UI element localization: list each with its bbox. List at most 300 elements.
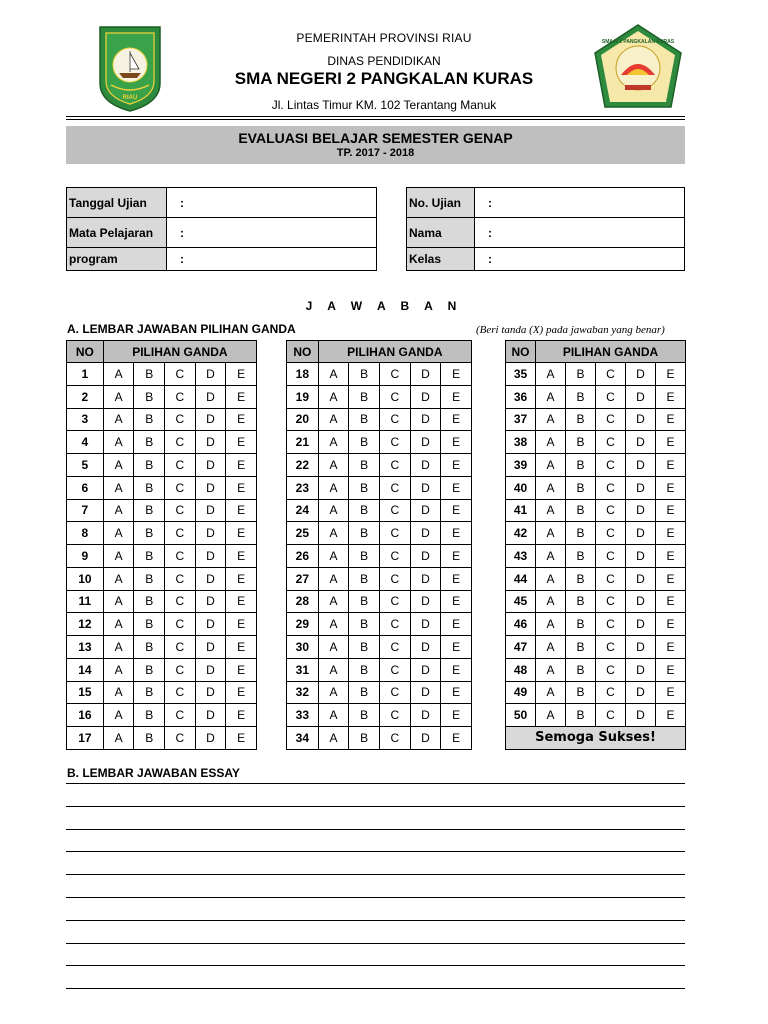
answer-option-a[interactable]: A: [536, 476, 566, 499]
answer-option-a[interactable]: A: [318, 499, 349, 522]
subject-field[interactable]: :: [167, 218, 377, 248]
answer-option-a[interactable]: A: [536, 590, 566, 613]
answer-option-b[interactable]: B: [134, 636, 165, 659]
answer-option-b[interactable]: B: [349, 499, 380, 522]
answer-option-a[interactable]: A: [318, 658, 349, 681]
answer-option-d[interactable]: D: [195, 567, 226, 590]
answer-option-e[interactable]: E: [441, 704, 472, 727]
answer-option-b[interactable]: B: [134, 385, 165, 408]
answer-row: [287, 385, 472, 408]
answer-option-d[interactable]: D: [195, 363, 226, 386]
answer-option-a[interactable]: A: [103, 385, 134, 408]
answer-row: [506, 590, 686, 613]
answer-option-d[interactable]: D: [626, 476, 656, 499]
answer-option-b[interactable]: B: [566, 385, 596, 408]
answer-option-d[interactable]: D: [410, 590, 441, 613]
question-number: 19: [287, 385, 319, 408]
answer-option-a[interactable]: A: [318, 727, 349, 750]
answer-option-b[interactable]: B: [566, 454, 596, 477]
exam-date-field[interactable]: :: [167, 188, 377, 218]
essay-answer-line[interactable]: [66, 920, 685, 921]
answer-option-a[interactable]: A: [318, 613, 349, 636]
answer-option-b[interactable]: B: [566, 590, 596, 613]
answer-option-c[interactable]: C: [379, 476, 410, 499]
answer-option-e[interactable]: E: [226, 545, 257, 568]
answer-option-b[interactable]: B: [566, 567, 596, 590]
answer-option-b[interactable]: B: [134, 727, 165, 750]
answer-option-a[interactable]: A: [536, 545, 566, 568]
answer-option-b[interactable]: B: [134, 408, 165, 431]
section-a-title: A. LEMBAR JAWABAN PILIHAN GANDA: [67, 322, 296, 336]
answer-option-d[interactable]: D: [410, 704, 441, 727]
answer-option-b[interactable]: B: [134, 590, 165, 613]
answer-option-a[interactable]: A: [103, 476, 134, 499]
answer-option-d[interactable]: D: [626, 658, 656, 681]
answer-option-b[interactable]: B: [349, 522, 380, 545]
answer-option-a[interactable]: A: [318, 476, 349, 499]
answer-option-d[interactable]: D: [410, 658, 441, 681]
answer-option-d[interactable]: D: [410, 363, 441, 386]
answer-option-b[interactable]: B: [566, 613, 596, 636]
answer-option-c[interactable]: C: [379, 454, 410, 477]
answer-option-c[interactable]: C: [165, 658, 196, 681]
answer-option-a[interactable]: A: [318, 545, 349, 568]
answer-option-e[interactable]: E: [226, 476, 257, 499]
answer-option-b[interactable]: B: [566, 499, 596, 522]
class-field[interactable]: :: [475, 248, 685, 271]
answer-option-a[interactable]: A: [103, 636, 134, 659]
exam-title-band: [66, 126, 685, 164]
answer-option-d[interactable]: D: [410, 522, 441, 545]
answer-row: [287, 476, 472, 499]
answer-option-b[interactable]: B: [349, 704, 380, 727]
answer-option-b[interactable]: B: [134, 567, 165, 590]
essay-answer-line[interactable]: [66, 988, 685, 989]
question-number: 15: [67, 681, 104, 704]
answer-option-c[interactable]: C: [379, 431, 410, 454]
answer-option-b[interactable]: B: [566, 704, 596, 727]
answer-option-e[interactable]: E: [226, 499, 257, 522]
answer-option-d[interactable]: D: [410, 636, 441, 659]
answer-option-a[interactable]: A: [536, 385, 566, 408]
answer-row: [287, 545, 472, 568]
instruction-note: (Beri tanda (X) pada jawaban yang benar): [476, 324, 665, 336]
exam-number-field[interactable]: :: [475, 188, 685, 218]
answer-option-b[interactable]: B: [349, 658, 380, 681]
answer-option-b[interactable]: B: [134, 431, 165, 454]
answer-option-e[interactable]: E: [656, 590, 686, 613]
answer-option-a[interactable]: A: [318, 590, 349, 613]
answer-option-e[interactable]: E: [226, 363, 257, 386]
answer-option-a[interactable]: A: [318, 363, 349, 386]
essay-answer-line[interactable]: [66, 965, 685, 966]
question-number: 32: [287, 681, 319, 704]
answer-option-a[interactable]: A: [318, 454, 349, 477]
answer-option-d[interactable]: D: [626, 545, 656, 568]
answer-row: [506, 431, 686, 454]
answer-option-c[interactable]: C: [165, 454, 196, 477]
answer-option-c[interactable]: C: [379, 499, 410, 522]
answer-option-d[interactable]: D: [626, 454, 656, 477]
answer-option-d[interactable]: D: [195, 454, 226, 477]
answer-option-a[interactable]: A: [318, 704, 349, 727]
answer-option-d[interactable]: D: [195, 385, 226, 408]
answer-option-a[interactable]: A: [536, 499, 566, 522]
answer-option-e[interactable]: E: [441, 567, 472, 590]
answer-option-d[interactable]: D: [410, 431, 441, 454]
answer-option-d[interactable]: D: [195, 636, 226, 659]
essay-answer-line[interactable]: [66, 806, 685, 807]
answer-option-e[interactable]: E: [656, 499, 686, 522]
answer-option-a[interactable]: A: [536, 454, 566, 477]
answer-option-e[interactable]: E: [441, 454, 472, 477]
answer-option-e[interactable]: E: [656, 567, 686, 590]
answer-option-d[interactable]: D: [626, 704, 656, 727]
question-number: 34: [287, 727, 319, 750]
answer-option-c[interactable]: C: [596, 476, 626, 499]
question-number: 26: [287, 545, 319, 568]
answer-option-b[interactable]: B: [566, 476, 596, 499]
answer-option-a[interactable]: A: [536, 431, 566, 454]
answer-option-a[interactable]: A: [536, 408, 566, 431]
answer-option-c[interactable]: C: [379, 658, 410, 681]
answer-row: [506, 704, 686, 727]
essay-answer-line[interactable]: [66, 943, 685, 944]
essay-answer-line[interactable]: [66, 851, 685, 852]
answer-option-a[interactable]: A: [103, 567, 134, 590]
answer-option-c[interactable]: C: [379, 522, 410, 545]
answer-option-a[interactable]: A: [318, 681, 349, 704]
answer-row: [506, 567, 686, 590]
answer-option-a[interactable]: A: [318, 636, 349, 659]
answer-option-c[interactable]: C: [165, 704, 196, 727]
answer-option-e[interactable]: E: [656, 658, 686, 681]
answer-option-b[interactable]: B: [349, 727, 380, 750]
answer-option-d[interactable]: D: [195, 613, 226, 636]
question-number: 48: [506, 658, 536, 681]
answer-option-a[interactable]: A: [536, 613, 566, 636]
answer-option-c[interactable]: C: [596, 385, 626, 408]
answer-option-b[interactable]: B: [349, 385, 380, 408]
answer-option-d[interactable]: D: [195, 681, 226, 704]
answer-option-c[interactable]: C: [379, 590, 410, 613]
answer-option-c[interactable]: C: [596, 567, 626, 590]
answer-grid-3: [505, 340, 686, 750]
answer-option-e[interactable]: E: [226, 681, 257, 704]
answer-option-b[interactable]: B: [349, 476, 380, 499]
answer-option-e[interactable]: E: [226, 431, 257, 454]
answer-option-a[interactable]: A: [318, 431, 349, 454]
answer-option-e[interactable]: E: [226, 613, 257, 636]
answer-option-e[interactable]: E: [656, 385, 686, 408]
answer-option-c[interactable]: C: [596, 363, 626, 386]
answer-option-b[interactable]: B: [349, 408, 380, 431]
answer-option-e[interactable]: E: [656, 522, 686, 545]
answer-option-c[interactable]: C: [379, 704, 410, 727]
answer-option-b[interactable]: B: [349, 431, 380, 454]
answer-option-a[interactable]: A: [536, 522, 566, 545]
answer-option-e[interactable]: E: [656, 613, 686, 636]
answer-option-e[interactable]: E: [226, 385, 257, 408]
answer-option-b[interactable]: B: [566, 545, 596, 568]
answer-option-d[interactable]: D: [410, 727, 441, 750]
answer-option-e[interactable]: E: [441, 545, 472, 568]
answer-option-b[interactable]: B: [349, 590, 380, 613]
answer-option-d[interactable]: D: [626, 681, 656, 704]
answer-option-a[interactable]: A: [318, 567, 349, 590]
answer-option-c[interactable]: C: [596, 499, 626, 522]
answer-option-b[interactable]: B: [566, 363, 596, 386]
answer-row: [506, 681, 686, 704]
answer-option-a[interactable]: A: [103, 613, 134, 636]
answer-row: [287, 499, 472, 522]
answer-option-a[interactable]: A: [536, 363, 566, 386]
answer-option-d[interactable]: D: [626, 385, 656, 408]
answer-option-a[interactable]: A: [536, 658, 566, 681]
question-number: 11: [67, 590, 104, 613]
answer-option-a[interactable]: A: [103, 727, 134, 750]
answer-option-b[interactable]: B: [134, 522, 165, 545]
col-no-header: NO: [506, 341, 536, 363]
answer-option-c[interactable]: C: [165, 522, 196, 545]
answer-row: [67, 522, 257, 545]
answer-option-b[interactable]: B: [566, 522, 596, 545]
answer-option-e[interactable]: E: [656, 476, 686, 499]
answer-option-e[interactable]: E: [441, 636, 472, 659]
answer-option-b[interactable]: B: [349, 567, 380, 590]
answer-option-e[interactable]: E: [441, 431, 472, 454]
question-number: 47: [506, 636, 536, 659]
answer-option-c[interactable]: C: [379, 408, 410, 431]
answer-option-c[interactable]: C: [165, 499, 196, 522]
answer-option-c[interactable]: C: [596, 431, 626, 454]
answer-option-a[interactable]: A: [103, 454, 134, 477]
answer-option-c[interactable]: C: [596, 590, 626, 613]
answer-option-b[interactable]: B: [349, 545, 380, 568]
answer-option-a[interactable]: A: [103, 704, 134, 727]
answer-option-b[interactable]: B: [134, 658, 165, 681]
answer-option-a[interactable]: A: [318, 522, 349, 545]
answer-option-a[interactable]: A: [536, 636, 566, 659]
answer-option-c[interactable]: C: [379, 727, 410, 750]
program-field[interactable]: :: [167, 248, 377, 271]
answer-option-e[interactable]: E: [226, 522, 257, 545]
answer-option-d[interactable]: D: [626, 431, 656, 454]
answer-option-e[interactable]: E: [656, 454, 686, 477]
answer-option-b[interactable]: B: [134, 454, 165, 477]
answer-option-c[interactable]: C: [596, 636, 626, 659]
answer-option-d[interactable]: D: [410, 408, 441, 431]
answer-option-e[interactable]: E: [441, 613, 472, 636]
answer-option-a[interactable]: A: [103, 522, 134, 545]
answer-option-d[interactable]: D: [195, 408, 226, 431]
col-choices-header: PILIHAN GANDA: [318, 341, 471, 363]
essay-answer-line[interactable]: [66, 874, 685, 875]
essay-answer-line[interactable]: [66, 829, 685, 830]
answer-option-e[interactable]: E: [441, 363, 472, 386]
answer-option-c[interactable]: C: [379, 545, 410, 568]
answer-option-a[interactable]: A: [536, 567, 566, 590]
answer-option-d[interactable]: D: [195, 476, 226, 499]
answer-option-b[interactable]: B: [134, 363, 165, 386]
answer-option-a[interactable]: A: [103, 545, 134, 568]
answer-option-c[interactable]: C: [379, 613, 410, 636]
answer-option-d[interactable]: D: [410, 385, 441, 408]
answer-option-d[interactable]: D: [410, 454, 441, 477]
answer-option-c[interactable]: C: [596, 681, 626, 704]
answer-option-e[interactable]: E: [441, 681, 472, 704]
answer-option-d[interactable]: D: [195, 590, 226, 613]
answer-option-c[interactable]: C: [596, 704, 626, 727]
name-field[interactable]: :: [475, 218, 685, 248]
answer-option-a[interactable]: A: [536, 681, 566, 704]
answer-option-b[interactable]: B: [134, 476, 165, 499]
answer-option-a[interactable]: A: [318, 408, 349, 431]
answer-option-c[interactable]: C: [596, 408, 626, 431]
answer-option-e[interactable]: E: [656, 704, 686, 727]
answer-option-c[interactable]: C: [165, 385, 196, 408]
answer-option-b[interactable]: B: [566, 636, 596, 659]
answer-option-c[interactable]: C: [596, 613, 626, 636]
answer-option-e[interactable]: E: [441, 590, 472, 613]
answer-option-b[interactable]: B: [566, 681, 596, 704]
answer-option-b[interactable]: B: [349, 636, 380, 659]
answer-option-e[interactable]: E: [226, 658, 257, 681]
answer-option-a[interactable]: A: [103, 499, 134, 522]
answer-option-a[interactable]: A: [536, 704, 566, 727]
answer-option-d[interactable]: D: [626, 613, 656, 636]
col-no-header: NO: [287, 341, 319, 363]
answer-option-e[interactable]: E: [441, 727, 472, 750]
answer-option-a[interactable]: A: [103, 431, 134, 454]
question-number: 22: [287, 454, 319, 477]
answer-option-d[interactable]: D: [410, 613, 441, 636]
answer-option-c[interactable]: C: [165, 545, 196, 568]
answer-option-e[interactable]: E: [226, 704, 257, 727]
answer-option-e[interactable]: E: [656, 408, 686, 431]
answer-option-c[interactable]: C: [379, 636, 410, 659]
answer-row: [67, 567, 257, 590]
answer-option-b[interactable]: B: [349, 454, 380, 477]
answer-option-b[interactable]: B: [134, 545, 165, 568]
answer-option-e[interactable]: E: [226, 636, 257, 659]
answer-option-e[interactable]: E: [226, 590, 257, 613]
answer-option-c[interactable]: C: [165, 681, 196, 704]
answer-option-d[interactable]: D: [626, 363, 656, 386]
answer-option-e[interactable]: E: [441, 658, 472, 681]
answer-option-c[interactable]: C: [165, 613, 196, 636]
answer-row: [287, 454, 472, 477]
answer-option-e[interactable]: E: [656, 681, 686, 704]
answer-option-c[interactable]: C: [165, 431, 196, 454]
answer-option-c[interactable]: C: [165, 476, 196, 499]
answer-option-c[interactable]: C: [596, 545, 626, 568]
answer-option-c[interactable]: C: [165, 636, 196, 659]
answer-option-c[interactable]: C: [165, 363, 196, 386]
answer-row: [67, 681, 257, 704]
answer-option-c[interactable]: C: [596, 454, 626, 477]
answer-grid-1: [66, 340, 257, 750]
answer-option-e[interactable]: E: [656, 545, 686, 568]
answer-option-c[interactable]: C: [165, 408, 196, 431]
answer-option-e[interactable]: E: [441, 499, 472, 522]
answer-option-c[interactable]: C: [379, 567, 410, 590]
answer-option-a[interactable]: A: [103, 408, 134, 431]
closing-message: Semoga Sukses!: [506, 727, 686, 750]
essay-answer-line[interactable]: [66, 783, 685, 784]
question-number: 27: [287, 567, 319, 590]
answer-option-d[interactable]: D: [626, 499, 656, 522]
answer-option-e[interactable]: E: [441, 408, 472, 431]
answer-option-e[interactable]: E: [656, 636, 686, 659]
answer-option-c[interactable]: C: [165, 567, 196, 590]
answer-option-e[interactable]: E: [226, 408, 257, 431]
answer-option-e[interactable]: E: [656, 363, 686, 386]
answer-option-c[interactable]: C: [596, 658, 626, 681]
answer-option-e[interactable]: E: [656, 431, 686, 454]
answer-option-c[interactable]: C: [379, 681, 410, 704]
answer-option-d[interactable]: D: [410, 567, 441, 590]
answer-option-d[interactable]: D: [195, 658, 226, 681]
answer-option-a[interactable]: A: [103, 363, 134, 386]
answer-option-b[interactable]: B: [134, 499, 165, 522]
answer-option-c[interactable]: C: [165, 590, 196, 613]
answer-option-d[interactable]: D: [195, 522, 226, 545]
answer-option-a[interactable]: A: [103, 658, 134, 681]
answer-option-e[interactable]: E: [441, 385, 472, 408]
answer-option-e[interactable]: E: [226, 727, 257, 750]
answer-option-a[interactable]: A: [103, 681, 134, 704]
answer-option-d[interactable]: D: [410, 499, 441, 522]
answer-option-d[interactable]: D: [195, 545, 226, 568]
answer-option-d[interactable]: D: [626, 408, 656, 431]
answer-option-d[interactable]: D: [626, 522, 656, 545]
answer-option-d[interactable]: D: [410, 545, 441, 568]
answer-option-b[interactable]: B: [349, 613, 380, 636]
answer-option-b[interactable]: B: [134, 704, 165, 727]
answer-option-b[interactable]: B: [349, 681, 380, 704]
answer-option-b[interactable]: B: [134, 613, 165, 636]
answer-option-d[interactable]: D: [410, 476, 441, 499]
answer-option-e[interactable]: E: [441, 476, 472, 499]
answer-option-d[interactable]: D: [195, 499, 226, 522]
answer-option-d[interactable]: D: [626, 636, 656, 659]
answer-option-b[interactable]: B: [349, 363, 380, 386]
answer-option-a[interactable]: A: [103, 590, 134, 613]
answer-option-c[interactable]: C: [165, 727, 196, 750]
answer-option-b[interactable]: B: [566, 408, 596, 431]
answer-option-e[interactable]: E: [226, 454, 257, 477]
answer-option-b[interactable]: B: [134, 681, 165, 704]
answer-option-e[interactable]: E: [226, 567, 257, 590]
answer-option-b[interactable]: B: [566, 658, 596, 681]
question-number: 13: [67, 636, 104, 659]
answer-option-b[interactable]: B: [566, 431, 596, 454]
answer-option-d[interactable]: D: [195, 704, 226, 727]
answer-option-a[interactable]: A: [318, 385, 349, 408]
answer-option-d[interactable]: D: [410, 681, 441, 704]
essay-answer-line[interactable]: [66, 897, 685, 898]
answer-option-e[interactable]: E: [441, 522, 472, 545]
answer-option-c[interactable]: C: [379, 363, 410, 386]
question-number: 50: [506, 704, 536, 727]
answer-option-c[interactable]: C: [596, 522, 626, 545]
answer-option-d[interactable]: D: [626, 590, 656, 613]
answer-option-d[interactable]: D: [195, 431, 226, 454]
answer-option-d[interactable]: D: [626, 567, 656, 590]
answer-option-d[interactable]: D: [195, 727, 226, 750]
answer-option-c[interactable]: C: [379, 385, 410, 408]
